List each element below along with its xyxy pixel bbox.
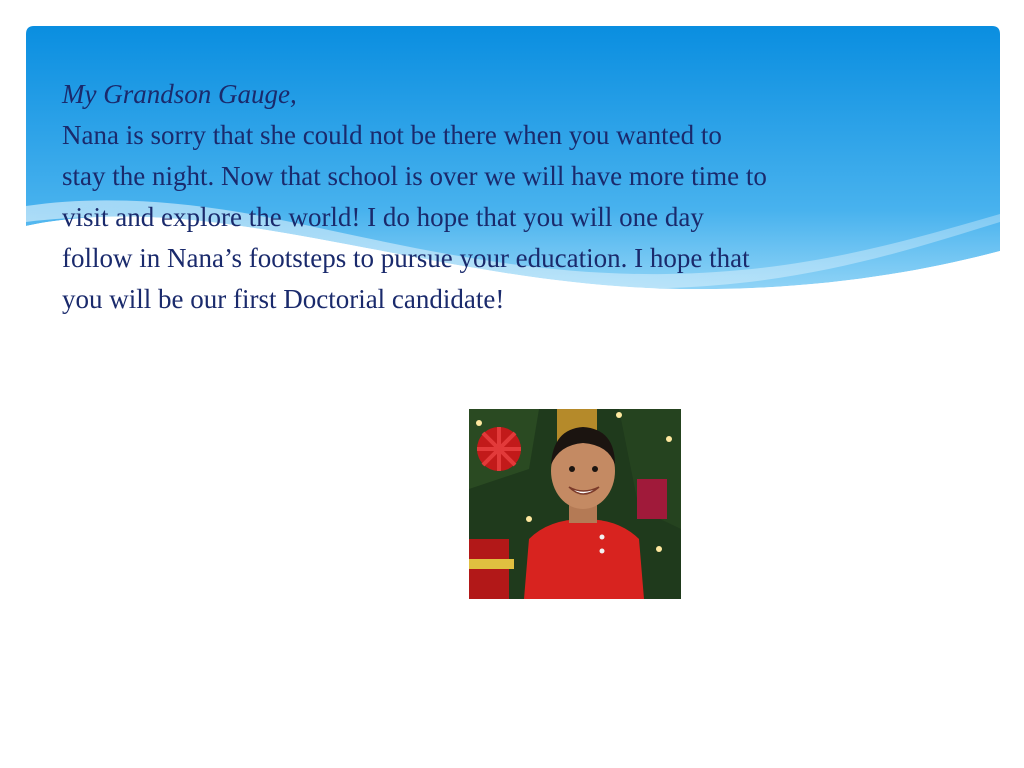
salutation: My Grandson Gauge, bbox=[62, 79, 297, 109]
boy-photo bbox=[469, 409, 681, 599]
letter-body: Nana is sorry that she could not be there when you wanted to stay the night. Now that school is over we will have more time to visit and explore the world! I do hope that you will one day follow in Nana’s footsteps to pursue your education. I hope that you will be our first Doctorial candidate! bbox=[62, 120, 767, 314]
ornament-bow-icon bbox=[477, 427, 521, 471]
letter-text bbox=[62, 74, 982, 320]
